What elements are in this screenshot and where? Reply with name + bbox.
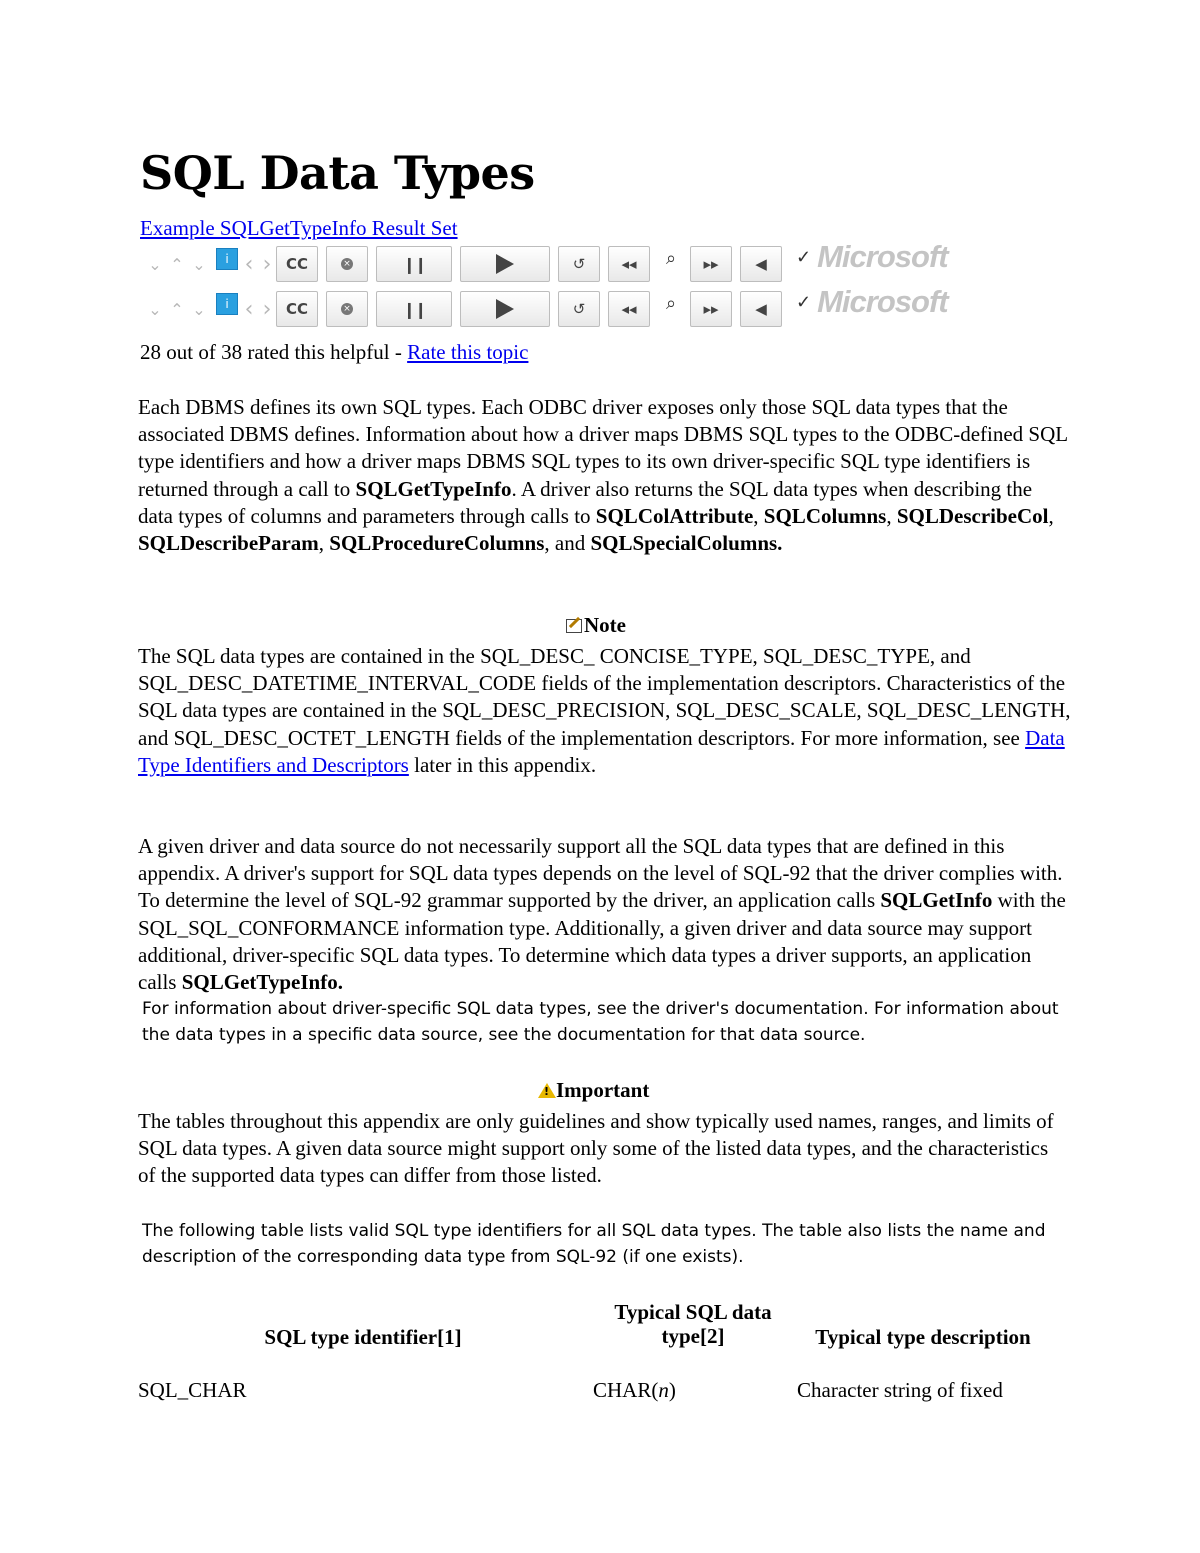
angle-right-icon[interactable]: › <box>262 251 272 277</box>
rewind-button[interactable] <box>608 291 650 327</box>
pause-button[interactable] <box>376 246 452 282</box>
function-name: SQLSpecialColumns. <box>590 531 783 556</box>
rating-text: 28 out of 38 rated this helpful - <box>140 340 408 364</box>
closed-captions-button[interactable]: CC <box>276 246 318 282</box>
stop-icon: × <box>341 258 353 270</box>
text-run: with the SQL_SQL_CONFORMANCE information type. Additionally, a given driver and data source may support additional, driver-specific SQL data types. To determine which data types a driver supports, an application calls <box>138 888 1066 995</box>
rate-topic-link[interactable]: Rate this topic <box>407 340 529 364</box>
function-name: SQLColumns <box>763 503 887 528</box>
text-run: , <box>318 531 330 556</box>
replay-icon: ↺ <box>572 255 586 273</box>
table-cell: Character string of fixed <box>797 1378 1003 1402</box>
function-name: SQLDescribeCol <box>896 503 1049 528</box>
important-heading-text: Important <box>556 1078 650 1102</box>
magnifier-icon[interactable]: ⌕ <box>665 292 677 313</box>
replay-icon: ↺ <box>572 300 586 318</box>
text-run: , <box>1048 503 1054 528</box>
function-name: SQLGetTypeInfo <box>355 476 512 501</box>
important-heading <box>538 1078 649 1103</box>
volume-button[interactable] <box>740 291 782 327</box>
volume-button[interactable] <box>740 246 782 282</box>
play-icon <box>496 254 514 274</box>
replay-button[interactable] <box>558 291 600 327</box>
rating-line <box>140 340 528 365</box>
fast-forward-button[interactable] <box>690 291 732 327</box>
chevron-down-icon[interactable]: ⌄ <box>148 254 162 274</box>
chevron-down-icon[interactable]: ⌄ <box>148 299 162 319</box>
warning-icon <box>538 1083 556 1098</box>
replay-button[interactable] <box>558 246 600 282</box>
magnifier-icon[interactable]: ⌕ <box>665 247 677 268</box>
intro-paragraph <box>138 394 1068 557</box>
example-result-set-link[interactable]: Example SQLGetTypeInfo Result Set <box>140 216 458 240</box>
angle-left-icon[interactable]: ‹ <box>244 296 254 322</box>
driver-info-paragraph: For information about driver-specific SQL data types, see the driver's documentation. For information about the data types in a specific data source, see the documentation for that data source. <box>142 999 1059 1045</box>
info-icon[interactable]: i <box>216 293 238 315</box>
media-toolbar <box>144 239 948 284</box>
function-name: SQLDescribeParam <box>138 531 319 556</box>
function-name: SQLGetInfo <box>880 888 993 913</box>
pause-button[interactable] <box>376 291 452 327</box>
important-paragraph: The tables throughout this appendix are only guidelines and show typically used names, ranges, and limits of SQL data types. A given data source might support only some of the listed data types, and the characteristics of the supported data types can differ from those listed. <box>138 1109 1054 1188</box>
rewind-icon: ◂◂ <box>621 255 637 273</box>
function-name: SQLColAttribute <box>595 503 754 528</box>
play-button[interactable] <box>460 291 550 327</box>
microsoft-logo: Microsoft <box>817 239 948 274</box>
stop-icon: × <box>341 303 353 315</box>
function-name: SQLGetTypeInfo. <box>181 970 343 995</box>
text-run: , and <box>544 531 591 556</box>
speaker-icon: ◀ <box>755 300 767 318</box>
table-cell: SQL_CHAR <box>138 1378 247 1402</box>
info-icon[interactable]: i <box>216 248 238 270</box>
text-run: A given driver and data source do not necessarily support all the SQL data types that are defined in this appendix. A driver's support for SQL data types depends on the level of SQL-92 that the driver complies with. To determine the level of SQL-92 grammar supported by the driver, an application calls <box>138 834 1063 913</box>
check-icon: ✓ <box>796 291 812 312</box>
fast-forward-icon: ▸▸ <box>703 300 719 318</box>
function-name: SQLProcedureColumns <box>329 531 545 556</box>
fast-forward-button[interactable] <box>690 246 732 282</box>
note-paragraph <box>138 643 1073 779</box>
stop-button[interactable] <box>326 246 368 282</box>
text-run: . A driver also returns the SQL data types when describing the data types of columns and parameters through calls to <box>138 476 1033 528</box>
note-icon <box>566 619 582 633</box>
play-icon <box>496 299 514 319</box>
table-header-identifier: SQL type identifier[1] <box>264 1325 462 1349</box>
text-run: n <box>658 1378 669 1402</box>
table-header-sql-type: Typical SQL data type[2] <box>614 1300 772 1348</box>
table-intro-paragraph: The following table lists valid SQL type identifiers for all SQL data types. The table also lists the name and description of the corresponding data type from SQL-92 (if one exists). <box>142 1221 1046 1267</box>
text-run: The SQL data types are contained in the SQL_DESC_ CONCISE_TYPE, SQL_DESC_TYPE, and SQL_DESC_DATETIME_INTERVAL_CODE fields of the implementation descriptors. Characteristics of the SQL data types are contained in the SQL_DESC_PRECISION, SQL_DESC_SCALE, SQL_DESC_LENGTH, and SQL_DESC_OCTET_LENGTH fields of the implementation descriptors. For more information, see <box>138 644 1071 750</box>
chevron-down-icon[interactable]: ⌄ <box>192 299 206 319</box>
data-type-identifiers-link[interactable]: Data Type Identifiers and Descriptors <box>138 725 1065 777</box>
text-run: later in this appendix. <box>408 752 597 777</box>
pause-icon: ❙❙ <box>402 299 426 319</box>
text-run: ) <box>668 1378 676 1402</box>
table-cell <box>593 1378 676 1403</box>
text-run: , <box>886 503 897 528</box>
chevron-down-icon[interactable]: ⌄ <box>192 254 206 274</box>
text-run: , <box>753 503 764 528</box>
chevron-up-icon[interactable]: ⌃ <box>170 254 184 274</box>
speaker-icon: ◀ <box>755 255 767 273</box>
text-run: Each DBMS defines its own SQL types. Each ODBC driver exposes only those SQL data types that the associated DBMS defines. Information about how a driver maps DBMS SQL types to the ODBC-defined SQL type identifiers and how a driver maps DBMS SQL types to its own driver-specific SQL type identifiers is returned through a call to <box>138 395 1068 501</box>
closed-captions-button[interactable]: CC <box>276 291 318 327</box>
pause-icon: ❙❙ <box>402 254 426 274</box>
text-run: CHAR( <box>593 1378 659 1402</box>
play-button[interactable] <box>460 246 550 282</box>
stop-button[interactable] <box>326 291 368 327</box>
fast-forward-icon: ▸▸ <box>703 255 719 273</box>
table-header-description: Typical type description <box>815 1325 1031 1349</box>
rewind-icon: ◂◂ <box>621 300 637 318</box>
page-title: SQL Data Types <box>140 146 535 200</box>
note-heading-text: Note <box>584 613 626 637</box>
chevron-up-icon[interactable]: ⌃ <box>170 299 184 319</box>
microsoft-logo: Microsoft <box>817 284 948 319</box>
media-toolbar <box>144 284 948 329</box>
check-icon: ✓ <box>796 246 812 267</box>
support-paragraph <box>138 833 1068 996</box>
rewind-button[interactable] <box>608 246 650 282</box>
angle-left-icon[interactable]: ‹ <box>244 251 254 277</box>
note-heading <box>566 613 626 638</box>
angle-right-icon[interactable]: › <box>262 296 272 322</box>
